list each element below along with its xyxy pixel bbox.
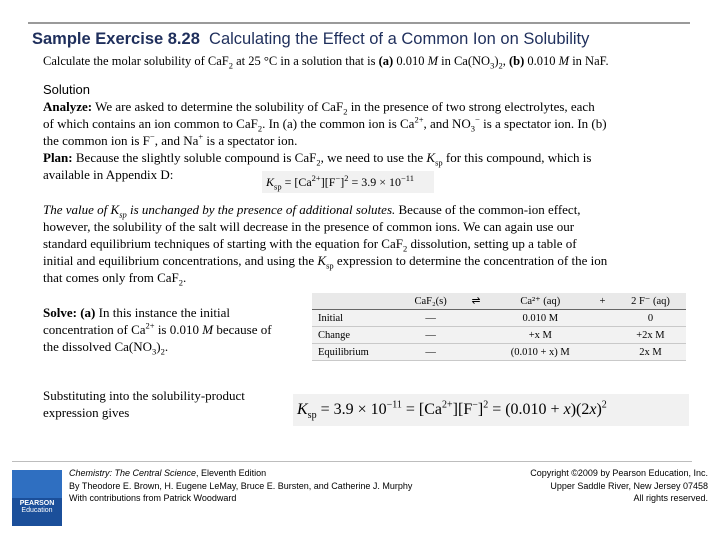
ice-row-change — [312, 327, 686, 344]
ice-cell: — — [400, 344, 462, 361]
ice-row-equilibrium — [312, 344, 686, 361]
ice-cell: 0 — [615, 310, 686, 327]
ice-header-cell: CaF₂(s) — [400, 293, 462, 310]
para2-line-4: initial and equilibrium concentrations, and using the $K_{sp}$ expression to determine the concentration of the ion — [43, 253, 608, 271]
footer-credits: Chemistry: The Central Science, Eleventh Edition By Theodore E. Brown, H. Eugene LeMay, Bruce E. Bursten, and Catherine J. Murphy With contributions from Patrick Woodward — [69, 468, 413, 503]
ksp-expression-small: $K_{sp} = [Ca^{2+}][F^-]^2 = 3.9 \times 10^{-11}$ — [262, 171, 434, 193]
solve-line-2: concentration of $Ca^{2+}$ is 0.010 M because of — [43, 320, 272, 337]
ice-cell — [462, 344, 491, 361]
analyze-line-3: the common ion is F−, and Na+ is a spectator ion. — [43, 131, 298, 148]
problem-statement: Calculate the molar solubility of CaF$_2$ at 25 °C in a solution that is (a) 0.010 M in $Ca(NO_3)_2$, (b) 0.010 M in NaF. — [43, 54, 609, 71]
substitute-line-2: expression gives — [43, 405, 130, 420]
pearson-logo: PEARSON Education — [12, 470, 62, 526]
ice-cell — [462, 327, 491, 344]
para2-line-3: standard equilibrium techniques of starting with the equation for CaF$_2$ dissolution, setting up a table of — [43, 236, 577, 254]
footer-rule — [12, 461, 692, 462]
para2-line-2: however, the solubility of the salt will decrease in the presence of common ions. We can again use our — [43, 219, 575, 234]
analyze-line-1: Analyze: We are asked to determine the solubility of CaF$_2$ in the presence of two strong electrolytes, each — [43, 99, 595, 117]
ksp-expression-big: $K_{sp} = 3.9 \times 10^{-11} = [Ca^{2+}][F^-]^2 = (0.010 + x)(2x)^2$ — [293, 394, 689, 426]
analyze-line-2: of which contains an ion common to CaF$_2$. In (a) the common ion is $Ca^{2+}$, and $NO_3^-$ is a spectator ion. In (b) — [43, 114, 607, 134]
solve-line-3: the dissolved $Ca(NO_3)_2$. — [43, 339, 169, 357]
ice-row-initial — [312, 310, 686, 327]
ice-header-cell: ⇌ — [462, 293, 491, 310]
ice-cell: — — [400, 310, 462, 327]
ice-cell: +x M — [491, 327, 590, 344]
ice-table — [312, 293, 686, 361]
ice-cell — [590, 327, 615, 344]
ice-cell: +2x M — [615, 327, 686, 344]
plan-line-1: Plan: Because the slightly soluble compound is CaF$_2$, we need to use the $K_{sp}$ for this compound, which is — [43, 150, 592, 168]
footer-copyright: Copyright ©2009 by Pearson Education, Inc. Upper Saddle River, New Jersey 07458 All rights reserved. — [530, 468, 708, 503]
solution-heading: Solution — [43, 82, 90, 97]
ice-cell — [462, 310, 491, 327]
solve-line-1: Solve: (a) In this instance the initial — [43, 305, 231, 320]
ice-cell: Initial — [312, 310, 400, 327]
ice-header-cell — [312, 293, 400, 310]
ice-cell: Equilibrium — [312, 344, 400, 361]
ice-cell: 0.010 M — [491, 310, 590, 327]
top-rule — [28, 22, 690, 24]
slide-title: Sample Exercise 8.28 Calculating the Effect of a Common Ion on Solubility — [32, 30, 590, 48]
substitute-line-1: Substituting into the solubility-product — [43, 388, 245, 403]
plan-line-2: available in Appendix D: — [43, 167, 174, 182]
ice-cell: — — [400, 327, 462, 344]
ice-cell: Change — [312, 327, 400, 344]
ice-cell: (0.010 + x) M — [491, 344, 590, 361]
ice-header-row — [312, 293, 686, 310]
ice-cell: 2x M — [615, 344, 686, 361]
ice-header-cell: Ca²⁺ (aq) — [491, 293, 590, 310]
para2-line-1: The value of $K_{sp}$ is unchanged by the presence of additional solutes. Because of the common-ion effect, — [43, 202, 581, 220]
ice-header-cell: 2 F⁻ (aq) — [615, 293, 686, 310]
ice-header-cell: + — [590, 293, 615, 310]
ice-cell — [590, 310, 615, 327]
ice-cell — [590, 344, 615, 361]
para2-line-5: that comes only from CaF$_2$. — [43, 270, 187, 288]
